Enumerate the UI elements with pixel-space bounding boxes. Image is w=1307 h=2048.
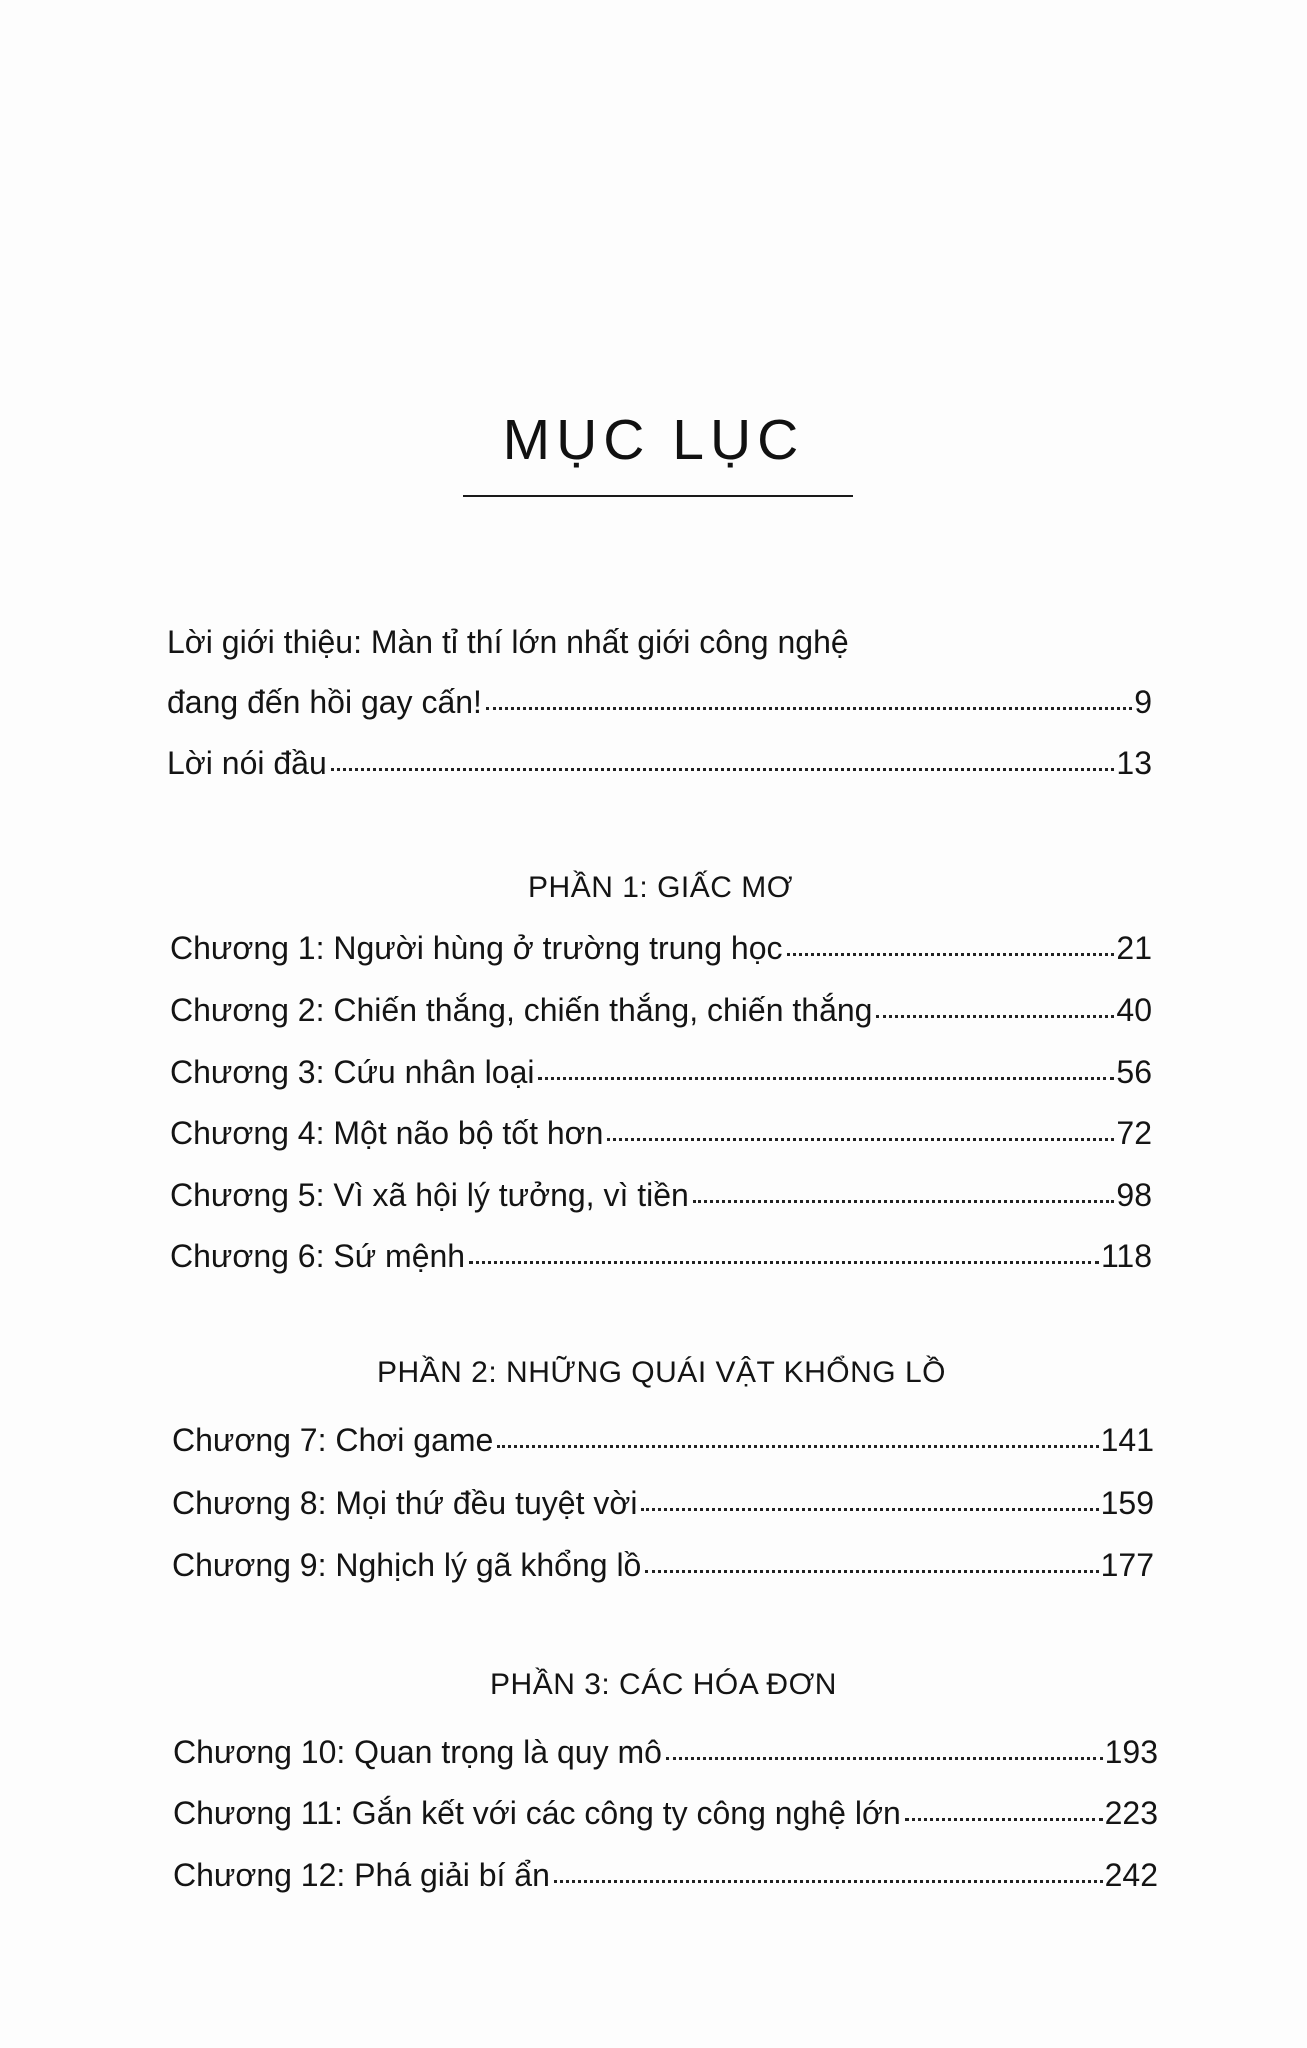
toc-page-number: 159 — [1100, 1485, 1154, 1521]
toc-page-number: 98 — [1116, 1177, 1152, 1213]
dot-leader — [554, 1880, 1103, 1883]
toc-entry-intro-line1[interactable]: Lời giới thiệu: Màn tỉ thí lớn nhất giới công nghệ — [167, 624, 849, 660]
toc-page-number: 40 — [1116, 992, 1152, 1028]
toc-page-number: 141 — [1100, 1422, 1154, 1458]
toc-page-number: 72 — [1116, 1115, 1152, 1151]
toc-entry-label: Chương 7: Chơi game — [172, 1422, 494, 1458]
toc-entry-label: Chương 12: Phá giải bí ẩn — [173, 1857, 550, 1893]
toc-entry-chapter-6[interactable] — [170, 1234, 1152, 1278]
toc-page-number: 118 — [1100, 1238, 1152, 1274]
toc-page-number: 56 — [1116, 1054, 1152, 1090]
toc-page-number: 21 — [1116, 930, 1152, 966]
title-underline-divider — [463, 495, 853, 497]
dot-leader — [497, 1445, 1098, 1448]
toc-entry-chapter-4[interactable] — [170, 1111, 1152, 1155]
toc-entry-chapter-1[interactable] — [170, 926, 1152, 970]
toc-page-number: 13 — [1116, 745, 1152, 781]
toc-page-number: 177 — [1100, 1547, 1154, 1583]
toc-entry-label: Chương 11: Gắn kết với các công ty công nghệ lớn — [173, 1795, 901, 1831]
page-title: MỤC LỤC — [502, 408, 805, 472]
dot-leader — [666, 1757, 1103, 1760]
toc-entry-chapter-8[interactable] — [172, 1481, 1154, 1525]
toc-entry-chapter-5[interactable] — [170, 1173, 1152, 1217]
toc-entry-label: Chương 3: Cứu nhân loại — [170, 1054, 535, 1090]
toc-entry-label: Chương 8: Mọi thứ đều tuyệt vời — [172, 1485, 638, 1521]
dot-leader — [486, 707, 1132, 710]
toc-entry-chapter-3[interactable] — [170, 1050, 1152, 1094]
dot-leader — [645, 1570, 1098, 1573]
toc-page-number: 193 — [1104, 1734, 1158, 1770]
toc-entry-label: đang đến hồi gay cấn! — [167, 684, 482, 720]
dot-leader — [641, 1508, 1098, 1511]
dot-leader — [787, 953, 1115, 956]
toc-entry-label: Chương 4: Một não bộ tốt hơn — [170, 1115, 604, 1151]
dot-leader — [538, 1077, 1114, 1080]
toc-entry-label: Chương 10: Quan trọng là quy mô — [173, 1734, 662, 1770]
part-2-heading: PHẦN 2: NHỮNG QUÁI VẬT KHỔNG LỒ — [376, 1356, 946, 1389]
toc-entry-chapter-11[interactable] — [173, 1791, 1158, 1835]
toc-entry-label: Chương 5: Vì xã hội lý tưởng, vì tiền — [170, 1177, 689, 1213]
toc-entry-chapter-10[interactable] — [173, 1730, 1158, 1774]
dot-leader — [607, 1138, 1114, 1141]
dot-leader — [693, 1200, 1115, 1203]
toc-page-number: 9 — [1134, 684, 1152, 720]
toc-entry-intro[interactable] — [167, 680, 1152, 724]
part-1-heading: PHẦN 1: GIẤC MƠ — [528, 871, 793, 904]
toc-entry-preface[interactable] — [167, 741, 1152, 785]
toc-page-number: 242 — [1104, 1857, 1158, 1893]
dot-leader — [469, 1261, 1099, 1264]
dot-leader — [905, 1818, 1103, 1821]
toc-entry-label: Chương 1: Người hùng ở trường trung học — [170, 930, 783, 966]
toc-entry-chapter-9[interactable] — [172, 1543, 1154, 1587]
toc-entry-chapter-2[interactable] — [170, 988, 1152, 1032]
toc-entry-label: Chương 9: Nghịch lý gã khổng lồ — [172, 1547, 642, 1583]
toc-entry-chapter-7[interactable] — [172, 1418, 1154, 1462]
toc-page-number: 223 — [1104, 1795, 1158, 1831]
toc-entry-label: Lời nói đầu — [167, 745, 327, 781]
part-3-heading: PHẦN 3: CÁC HÓA ĐƠN — [490, 1668, 837, 1701]
toc-entry-label: Chương 2: Chiến thắng, chiến thắng, chiến thắng — [170, 992, 873, 1028]
dot-leader — [331, 768, 1115, 771]
dot-leader — [876, 1015, 1114, 1018]
toc-entry-chapter-12[interactable] — [173, 1853, 1158, 1897]
toc-entry-label: Chương 6: Sứ mệnh — [170, 1238, 466, 1274]
